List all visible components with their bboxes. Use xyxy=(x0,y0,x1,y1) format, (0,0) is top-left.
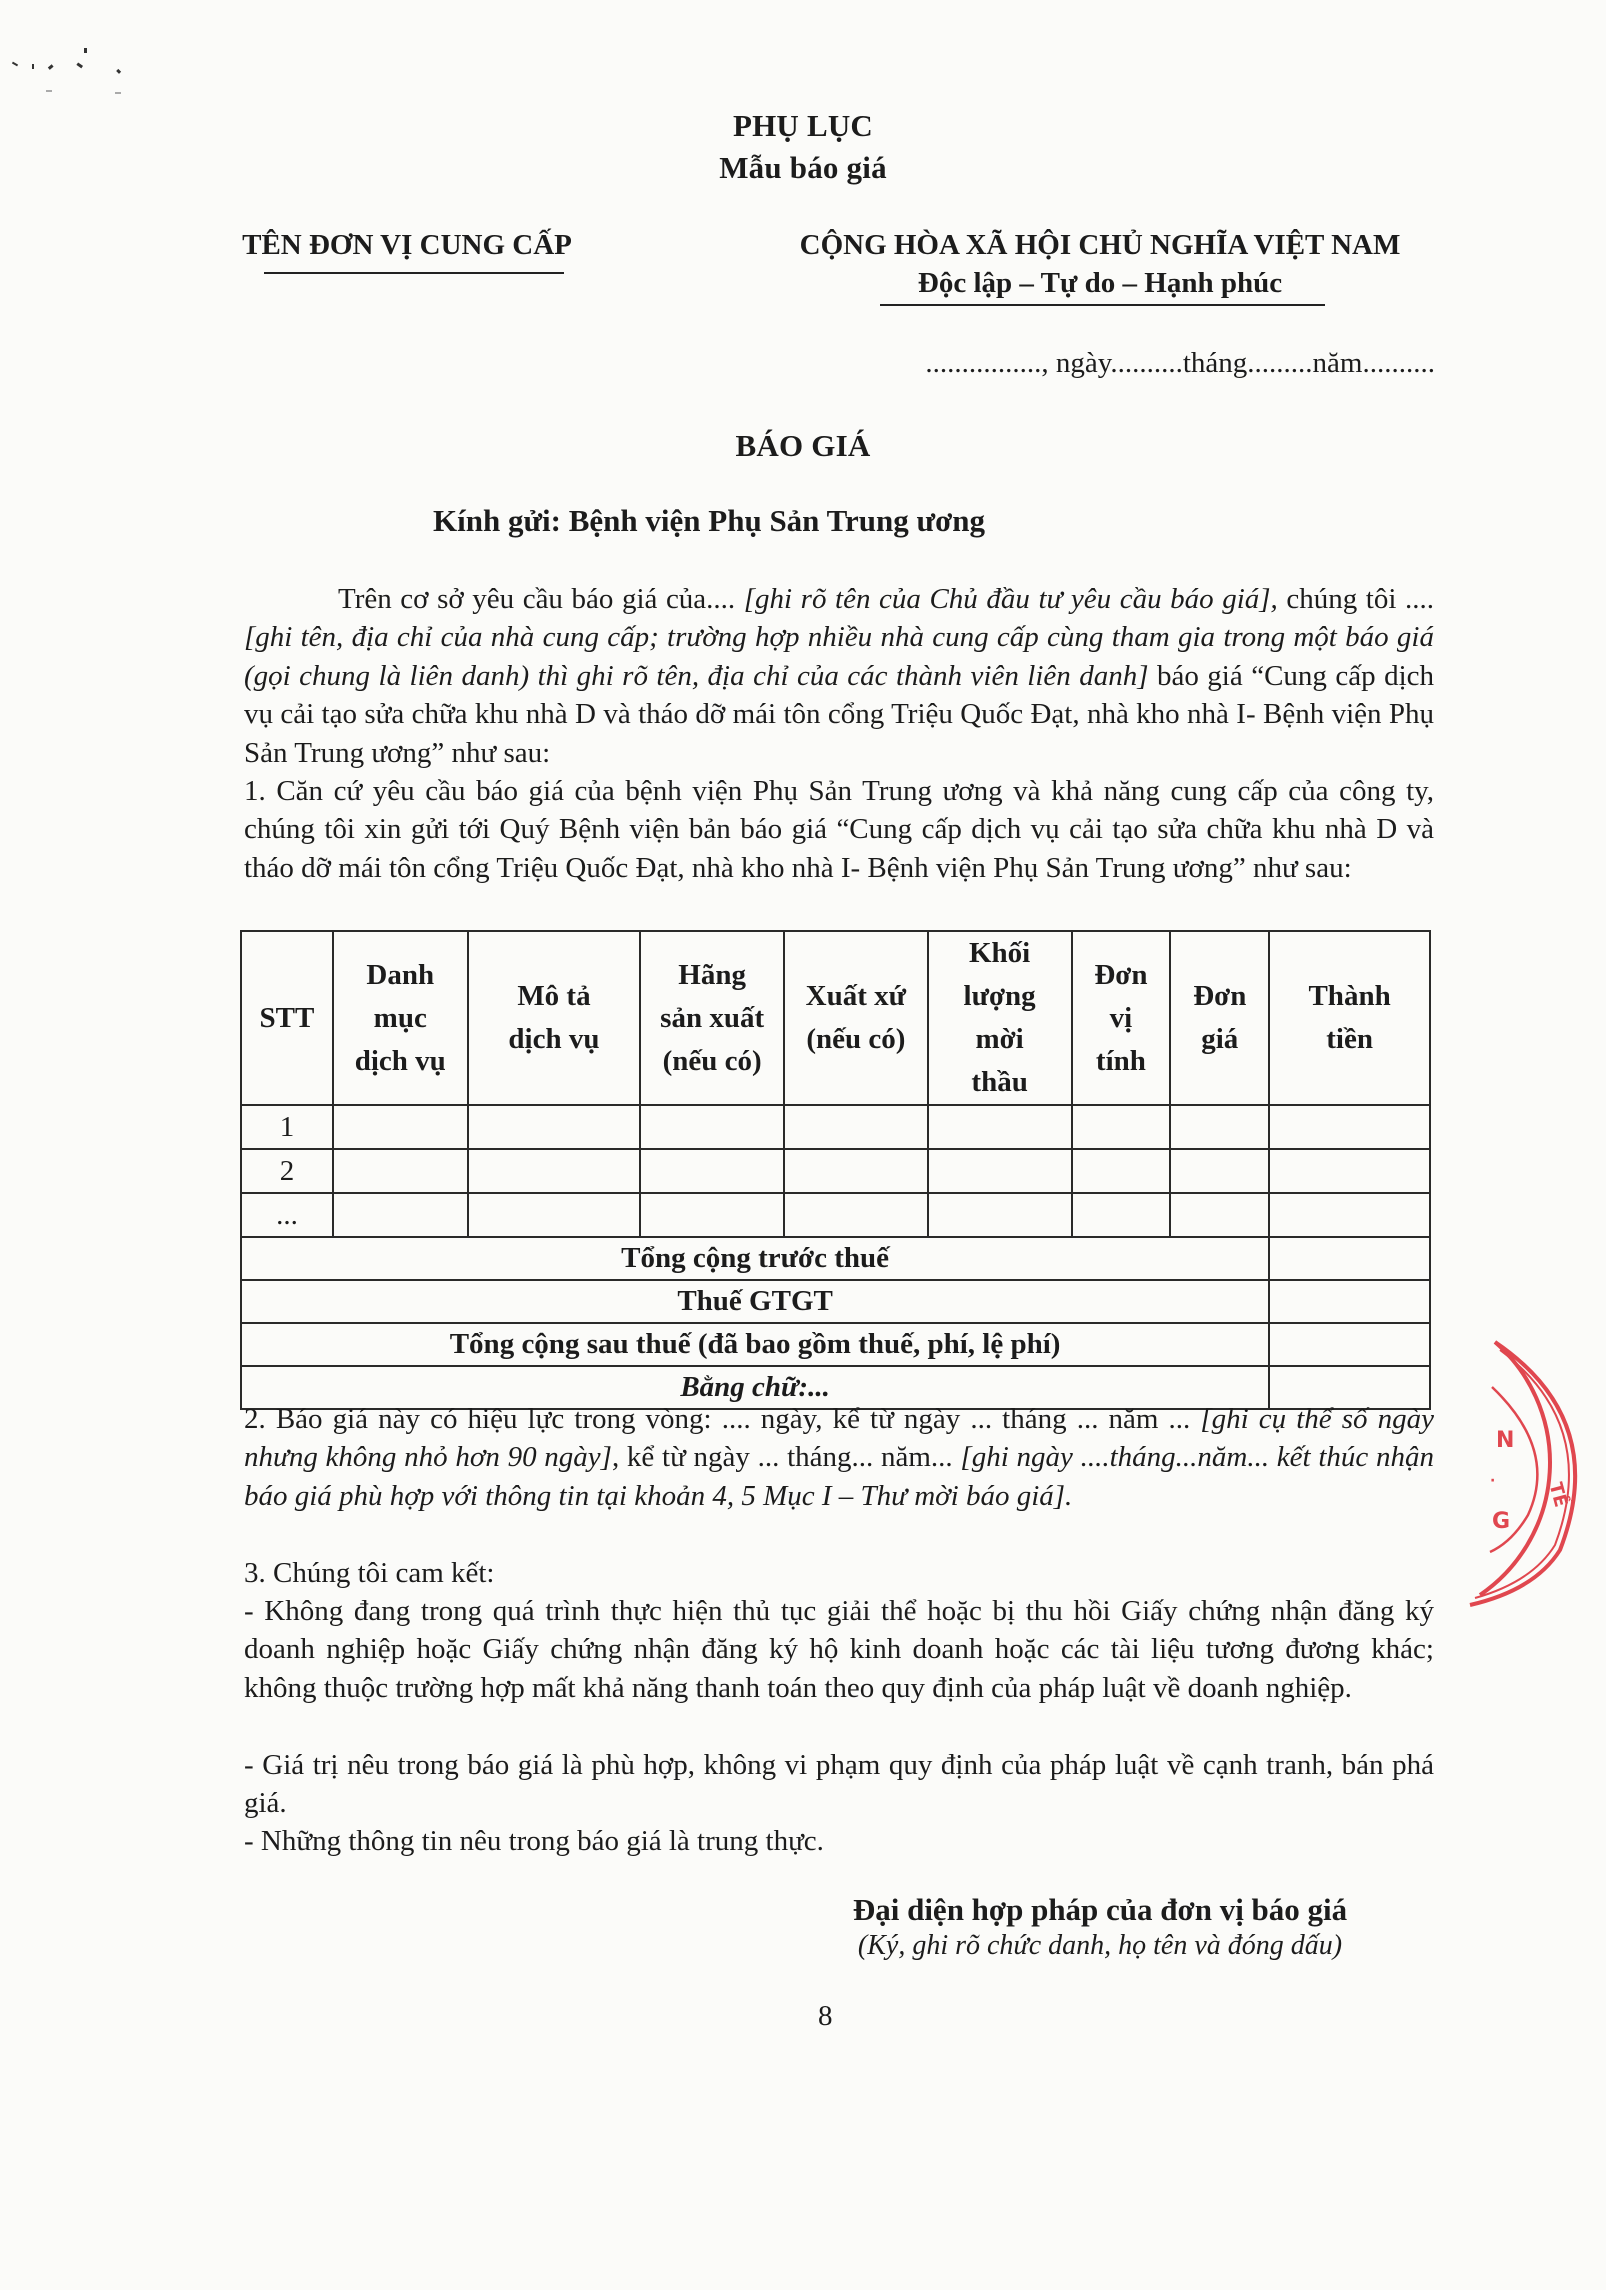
empty-cell xyxy=(928,1149,1072,1193)
supplier-name-label: TÊN ĐƠN VỊ CUNG CẤP xyxy=(242,229,572,261)
column-header xyxy=(1269,931,1430,1105)
empty-cell xyxy=(1072,1149,1171,1193)
stamp-letter: TẾ xyxy=(1544,1480,1572,1510)
empty-cell xyxy=(1269,1105,1430,1149)
intro-placeholder-investor: [ghi rõ tên của Chủ đầu tư yêu cầu báo giá], xyxy=(743,583,1278,615)
section-2-validity xyxy=(244,1400,1434,1515)
empty-cell xyxy=(1072,1193,1171,1237)
subtotal-before-tax-row xyxy=(241,1237,1430,1280)
validity-placeholder-days: [ghi cụ thể số ngày nhưng không nhỏ hơn 90 ngày] xyxy=(244,1403,1434,1474)
column-header-line: sản xuất xyxy=(660,1001,765,1034)
row-number-cell: 2 xyxy=(241,1149,333,1193)
column-header xyxy=(241,931,333,1105)
date-line: ................, ngày..........tháng.........năm.......... xyxy=(925,347,1435,379)
vat-row-label: Thuế GTGT xyxy=(241,1280,1269,1323)
document-title: BÁO GIÁ xyxy=(735,428,871,463)
signature-note: (Ký, ghi rõ chức danh, họ tên và đóng dấu) xyxy=(857,1930,1343,1961)
column-header-line: Đơn xyxy=(1193,980,1247,1012)
empty-cell xyxy=(640,1105,784,1149)
column-header-line: vị xyxy=(1109,1001,1133,1034)
empty-cell xyxy=(333,1149,468,1193)
column-header-line: thầu xyxy=(971,1066,1028,1098)
national-motto: Độc lập – Tự do – Hạnh phúc xyxy=(917,267,1283,299)
column-header-line: Danh xyxy=(366,958,435,991)
commitment-item: - Giá trị nêu trong báo giá là phù hợp, không vi phạm quy định của pháp luật về cạnh tranh, bán phá giá. xyxy=(244,1749,1434,1820)
scan-artifact-marks xyxy=(0,40,160,110)
column-header xyxy=(784,931,928,1105)
appendix-heading: PHỤ LỤC xyxy=(732,108,874,143)
column-header-line: lượng xyxy=(963,980,1036,1012)
commitment-item: - Không đang trong quá trình thực hiện thủ tục giải thể hoặc bị thu hồi Giấy chứng nhận đăng ký doanh nghiệp hoặc Giấy chứng nhận đăng ký hộ kinh doanh hoặc các tài liệu tương đương khác; không thuộc trường hợp mất khả năng thanh toán theo quy định của pháp luật về doanh nghiệp. xyxy=(244,1595,1434,1704)
intro-placeholder-supplier: [ghi tên, địa chỉ của nhà cung cấp; trường hợp nhiều nhà cung cấp cùng tham gia trong một báo giá (gọi chung là liên danh) thì ghi rõ tên, địa chỉ của các thành viên liên danh] xyxy=(244,621,1434,692)
empty-cell xyxy=(333,1105,468,1149)
column-header-line: mời xyxy=(975,1023,1024,1055)
motto-underline xyxy=(880,304,1325,306)
stamp-letter: G xyxy=(1492,1509,1511,1534)
column-header-line: Xuất xứ xyxy=(805,980,907,1012)
table-row xyxy=(241,1149,1430,1193)
page-number: 8 xyxy=(818,2000,833,2032)
empty-cell xyxy=(1072,1105,1171,1149)
column-header-line: dịch vụ xyxy=(508,1023,600,1055)
intro-text: chúng tôi .... xyxy=(1277,583,1434,615)
amount-in-words-row-label: Bằng chữ:... xyxy=(241,1366,1269,1409)
column-header-line: Đơn xyxy=(1094,958,1148,991)
quote-table xyxy=(240,930,1431,1410)
intro-text: Trên cơ sở yêu cầu báo giá của.... xyxy=(338,583,744,615)
stamp-letter: · xyxy=(1490,1473,1496,1489)
validity-text: 2. Báo giá này có hiệu lực trong vòng: .... ngày, kể từ ngày ... tháng ... năm ... xyxy=(244,1403,1201,1435)
empty-cell xyxy=(1269,1193,1430,1237)
column-header-line: (nếu có) xyxy=(662,1044,762,1077)
intro-paragraph xyxy=(244,580,1434,772)
empty-cell xyxy=(1170,1149,1269,1193)
column-header xyxy=(1072,931,1171,1105)
national-title: CỘNG HÒA XÃ HỘI CHỦ NGHĨA VIỆT NAM xyxy=(799,229,1401,261)
empty-cell xyxy=(468,1105,641,1149)
table-header-row xyxy=(241,931,1430,1105)
column-header xyxy=(928,931,1072,1105)
stamp-letter: N xyxy=(1496,1428,1515,1453)
red-seal-stamp-partial xyxy=(1440,1310,1606,1610)
table-row xyxy=(241,1105,1430,1149)
form-subtitle: Mẫu báo giá xyxy=(719,150,887,185)
empty-cell xyxy=(640,1193,784,1237)
validity-placeholder-date: [ghi ngày ....tháng...năm... kết thúc nhận báo giá phù hợp với thông tin tại khoản 4, 5 Mục I – Thư mời báo giá]. xyxy=(244,1441,1434,1512)
supplier-underline xyxy=(264,272,564,274)
column-header-line: Thành xyxy=(1308,980,1391,1012)
empty-cell xyxy=(1170,1105,1269,1149)
column-header-line: tiền xyxy=(1326,1023,1373,1055)
column-header-line: Hãng xyxy=(678,958,746,991)
row-number-cell: 1 xyxy=(241,1105,333,1149)
column-header xyxy=(468,931,641,1105)
empty-cell xyxy=(928,1193,1072,1237)
subtotal-before-tax-row-value-cell xyxy=(1269,1237,1430,1280)
intro-text: báo giá “Cung cấp dịch vụ cải tạo sửa chữa khu nhà D và tháo dỡ mái tôn cổng Triệu Quốc Đạt, nhà kho nhà I- Bệnh viện Phụ Sản Trung ương” như sau: xyxy=(244,659,1435,769)
vat-row xyxy=(241,1280,1430,1323)
vat-row-value-cell xyxy=(1269,1280,1430,1323)
subtotal-before-tax-row-label: Tổng cộng trước thuế xyxy=(241,1237,1269,1280)
empty-cell xyxy=(640,1149,784,1193)
section-3-heading: 3. Chúng tôi cam kết: xyxy=(244,1557,495,1589)
total-after-tax-row-label: Tổng cộng sau thuế (đã bao gồm thuế, phí, lệ phí) xyxy=(241,1323,1269,1366)
total-after-tax-row xyxy=(241,1323,1430,1366)
column-header-line: (nếu có) xyxy=(806,1023,906,1055)
recipient-line: Kính gửi: Bệnh viện Phụ Sản Trung ương xyxy=(433,503,985,538)
column-header xyxy=(1170,931,1269,1105)
column-header-line: tính xyxy=(1095,1044,1146,1077)
column-header-line: Mô tả xyxy=(517,980,591,1012)
table-row xyxy=(241,1193,1430,1237)
column-header-line: STT xyxy=(259,1001,315,1034)
column-header-line: mục xyxy=(373,1001,427,1034)
empty-cell xyxy=(468,1149,641,1193)
empty-cell xyxy=(784,1193,928,1237)
empty-cell xyxy=(333,1193,468,1237)
empty-cell xyxy=(784,1105,928,1149)
empty-cell xyxy=(1170,1193,1269,1237)
signature-title: Đại diện hợp pháp của đơn vị báo giá xyxy=(852,1892,1348,1927)
column-header-line: Khối xyxy=(968,937,1031,969)
empty-cell xyxy=(1269,1149,1430,1193)
validity-text: , kể từ ngày ... tháng... năm... xyxy=(611,1441,961,1474)
row-number-cell: ... xyxy=(241,1193,333,1237)
commitment-item: - Những thông tin nêu trong báo giá là trung thực. xyxy=(244,1825,824,1857)
section-1-paragraph: 1. Căn cứ yêu cầu báo giá của bệnh viện Phụ Sản Trung ương và khả năng cung cấp của công ty, chúng tôi xin gửi tới Quý Bệnh viện bản báo giá “Cung cấp dịch vụ cải tạo sửa chữa khu nhà D và tháo dỡ mái tôn cổng Triệu Quốc Đạt, nhà kho nhà I- Bệnh viện Phụ Sản Trung ương” như sau: xyxy=(244,775,1434,884)
empty-cell xyxy=(468,1193,641,1237)
column-header-line: giá xyxy=(1201,1023,1239,1055)
empty-cell xyxy=(784,1149,928,1193)
total-after-tax-row-value-cell xyxy=(1269,1323,1430,1366)
column-header xyxy=(333,931,468,1105)
empty-cell xyxy=(928,1105,1072,1149)
column-header-line: dịch vụ xyxy=(354,1044,446,1077)
column-header xyxy=(640,931,784,1105)
